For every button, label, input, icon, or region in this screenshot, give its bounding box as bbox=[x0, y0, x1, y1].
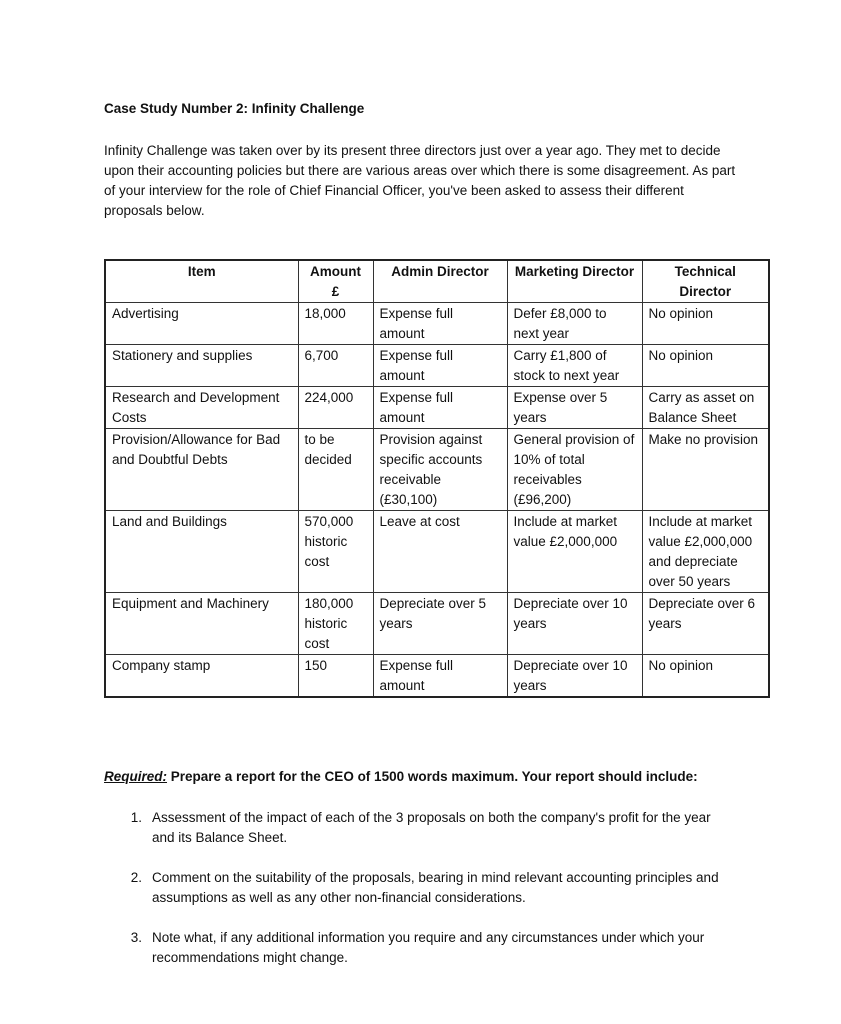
table-cell: Advertising bbox=[105, 303, 298, 345]
table-row bbox=[105, 303, 769, 345]
column-header: Technical Director bbox=[642, 260, 769, 303]
table-cell: 180,000 historic cost bbox=[298, 593, 373, 655]
table-cell: Defer £8,000 to next year bbox=[507, 303, 642, 345]
table-cell: Expense full amount bbox=[373, 303, 507, 345]
table-cell: Depreciate over 10 years bbox=[507, 593, 642, 655]
table-cell: Carry £1,800 of stock to next year bbox=[507, 345, 642, 387]
required-statement bbox=[104, 769, 698, 784]
table-cell: Include at market value £2,000,000 bbox=[507, 511, 642, 593]
table-cell: 6,700 bbox=[298, 345, 373, 387]
table-cell: Include at market value £2,000,000 and depreciate over 50 years bbox=[642, 511, 769, 593]
table-cell: Expense full amount bbox=[373, 387, 507, 429]
table-cell: Equipment and Machinery bbox=[105, 593, 298, 655]
list-number: 2. bbox=[130, 870, 142, 885]
list-text: Assessment of the impact of each of the 3 proposals on both the company's profit for the year and its Balance Sheet. bbox=[152, 810, 711, 845]
table-row bbox=[105, 345, 769, 387]
column-header: Marketing Director bbox=[507, 260, 642, 303]
required-label: Required: bbox=[104, 769, 168, 784]
table-cell: Depreciate over 6 years bbox=[642, 593, 769, 655]
list-number: 3. bbox=[130, 930, 142, 945]
table-cell: No opinion bbox=[642, 303, 769, 345]
table-cell: 570,000 historic cost bbox=[298, 511, 373, 593]
list-number: 1. bbox=[130, 810, 142, 825]
list-text: Note what, if any additional information you require and any circumstances under which your recommendations might change. bbox=[152, 930, 705, 965]
table-cell: Provision against specific accounts receivable (£30,100) bbox=[373, 429, 507, 511]
column-header: Amount £ bbox=[298, 260, 373, 303]
table-row bbox=[105, 593, 769, 655]
table-cell: Provision/Allowance for Bad and Doubtful Debts bbox=[105, 429, 298, 511]
list-item bbox=[104, 808, 724, 847]
list-item bbox=[104, 928, 724, 967]
table-row bbox=[105, 387, 769, 429]
list-text: Comment on the suitability of the proposals, bearing in mind relevant accounting principles and assumptions as well as any other non-financial considerations. bbox=[152, 870, 719, 905]
table-cell: No opinion bbox=[642, 655, 769, 698]
table-cell: Research and Development Costs bbox=[105, 387, 298, 429]
table-cell: 224,000 bbox=[298, 387, 373, 429]
table-cell: Stationery and supplies bbox=[105, 345, 298, 387]
table-cell: 18,000 bbox=[298, 303, 373, 345]
table-cell: Expense full amount bbox=[373, 345, 507, 387]
requirements-list bbox=[104, 808, 724, 988]
table-row bbox=[105, 655, 769, 698]
table-row bbox=[105, 511, 769, 593]
table-cell: Make no provision bbox=[642, 429, 769, 511]
table-cell: Carry as asset on Balance Sheet bbox=[642, 387, 769, 429]
column-header: Admin Director bbox=[373, 260, 507, 303]
table-cell: Land and Buildings bbox=[105, 511, 298, 593]
table-cell: Expense full amount bbox=[373, 655, 507, 698]
table-cell: Company stamp bbox=[105, 655, 298, 698]
table-header-row bbox=[105, 260, 769, 303]
table-cell: Depreciate over 5 years bbox=[373, 593, 507, 655]
document-title: Case Study Number 2: Infinity Challenge bbox=[104, 101, 365, 116]
table-cell: General provision of 10% of total receivables (£96,200) bbox=[507, 429, 642, 511]
proposals-table bbox=[104, 259, 770, 698]
intro-paragraph: Infinity Challenge was taken over by its present three directors just over a year ago. They met to decide upon their accounting policies but there are various areas over which there is some disagreement. As part of your interview for the role of Chief Financial Officer, you've been asked to assess their different proposals below. bbox=[104, 143, 736, 218]
table-row bbox=[105, 429, 769, 511]
list-item bbox=[104, 868, 724, 907]
column-header: Item bbox=[105, 260, 298, 303]
table-cell: Depreciate over 10 years bbox=[507, 655, 642, 698]
table-cell: Leave at cost bbox=[373, 511, 507, 593]
table-cell: No opinion bbox=[642, 345, 769, 387]
table-cell: Expense over 5 years bbox=[507, 387, 642, 429]
table-cell: to be decided bbox=[298, 429, 373, 511]
table-cell: 150 bbox=[298, 655, 373, 698]
required-text: Prepare a report for the CEO of 1500 words maximum. Your report should include: bbox=[167, 769, 698, 784]
